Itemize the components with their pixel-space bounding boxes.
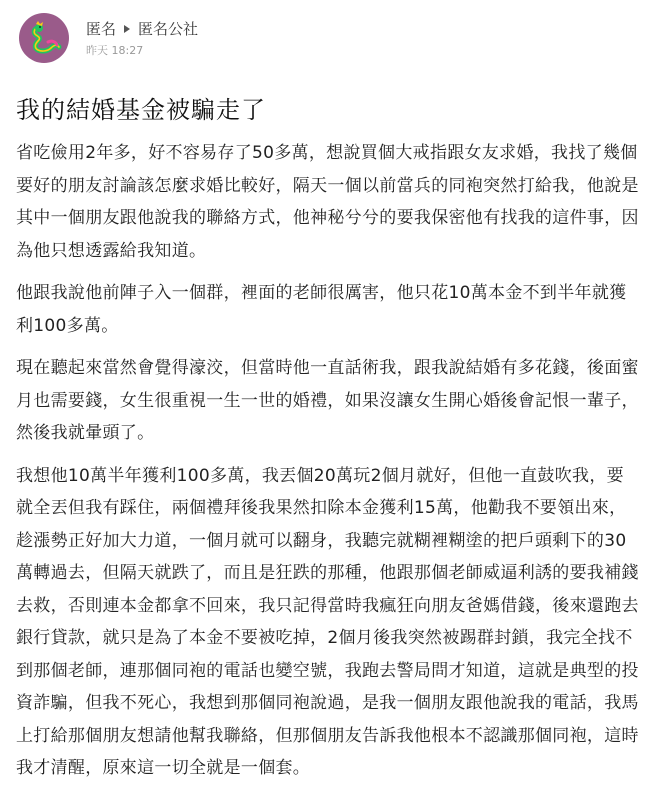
author-line bbox=[86, 19, 198, 39]
post-paragraph: 現在聽起來當然會覺得濠洨，但當時他一直話術我，跟我說結婚有多花錢，後面蜜月也需要錢，女生很重視一生一世的婚禮，如果沒讓女生開心婚後會記恨一輩子，然後我就暈頭了。 bbox=[16, 358, 639, 443]
avatar[interactable] bbox=[19, 13, 69, 63]
author-name[interactable]: 匿名 bbox=[86, 19, 117, 38]
post-body bbox=[16, 137, 640, 785]
post-paragraph: 省吃儉用2年多，好不容易存了50多萬，想說買個大戒指跟女友求婚，我找了幾個要好的朋友討論該怎麼求婚比較好，隔天一個以前當兵的同袍突然打給我，他說是其中一個朋友跟他說我的聯絡方式，他神秘兮兮的要我保密他有找我的這件事，因為他只想透露給我知道。 bbox=[16, 143, 639, 261]
board-name[interactable]: 匿名公社 bbox=[138, 19, 199, 38]
post-timestamp: 昨天 18:27 bbox=[86, 43, 144, 57]
triangle-right-icon bbox=[124, 25, 130, 33]
post-paragraph: 他跟我說他前陣子入一個群，裡面的老師很厲害，他只花10萬本金不到半年就獲利100多萬。 bbox=[16, 283, 627, 336]
post-meta bbox=[86, 19, 198, 58]
dragon-icon bbox=[24, 18, 64, 58]
post-paragraph: 我想他10萬半年獲利100多萬，我丟個20萬玩2個月就好，但他一直鼓吹我，要就全丟但我有踩住，兩個禮拜後我果然扣除本金獲利15萬，他勸我不要領出來，趁漲勢正好加大力道，一個月就可以翻身，我聽完就糊裡糊塗的把戶頭剩下的30萬轉過去，但隔天就跌了，而且是狂跌的那種，他跟那個老師威逼利誘的要我補錢去救，否則連本金都拿不回來，我只記得當時我瘋狂向朋友爸媽借錢，後來還跑去銀行貸款，就只是為了本金不要被吃掉，2個月後我突然被踢群封鎖，我完全找不到那個老師，連那個同袍的電話也變空號，我跑去警局問才知道，這就是典型的投資詐騙，但我不死心，我想到那個同袍說過，是我一個朋友跟他說我的電話，我馬上打給那個朋友想請他幫我聯絡，但那個朋友告訴我他根本不認識那個同袍，這時我才清醒，原來這一切全就是一個套。 bbox=[16, 465, 639, 778]
post-title: 我的結婚基金被騙走了 bbox=[16, 96, 266, 124]
post-header bbox=[16, 0, 640, 70]
